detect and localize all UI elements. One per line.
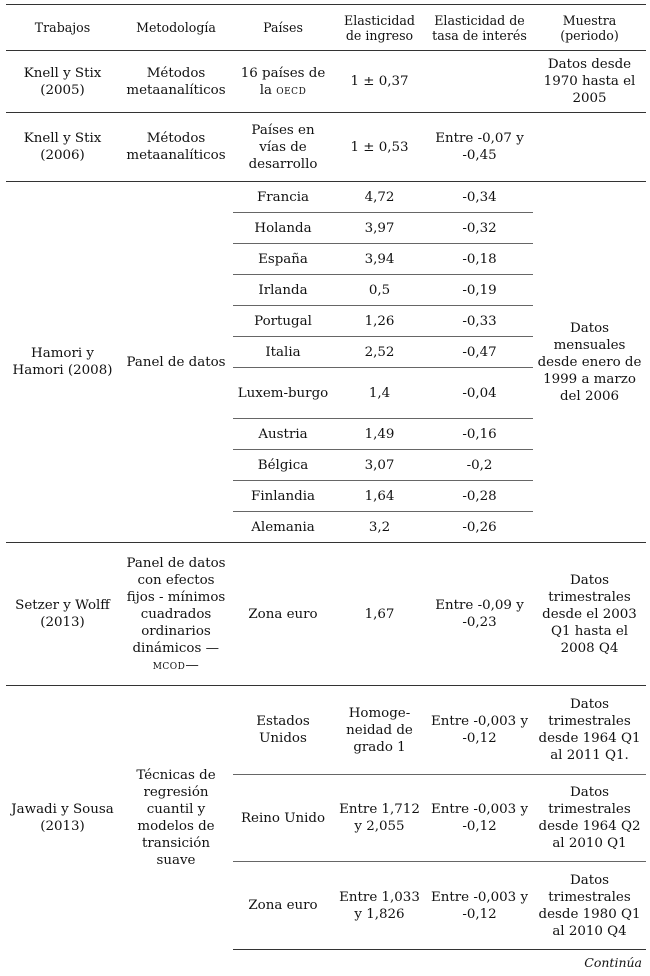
metodologia-cell: Métodos metaanalíticos [119,113,233,182]
ingreso-cell: 1,4 [333,368,426,419]
tasa-cell: -0,26 [426,512,533,543]
muestra-cell: Datos desde 1970 hasta el 2005 [533,51,646,113]
table-row [6,182,646,213]
pais-cell: Holanda [233,213,333,244]
table-row [6,51,646,113]
tasa-cell: Entre -0,07 y -0,45 [426,113,533,182]
tasa-cell: Entre -0,003 y -0,12 [426,862,533,950]
ingreso-cell: 1,49 [333,419,426,450]
metodologia-text: Panel de datos con efectos fijos - mínimos cuadrados ordinarios dinámicos [126,555,226,656]
header-elasticidad-tasa: Elasticidad de tasa de interés [426,5,533,51]
trabajo-cell: Hamori y Hamori (2008) [6,182,119,543]
ingreso-cell: 2,52 [333,337,426,368]
tasa-cell: -0,04 [426,368,533,419]
pais-cell: Zona euro [233,862,333,950]
pais-cell: Reino Unido [233,775,333,862]
ingreso-cell: 1,26 [333,306,426,337]
studies-table [6,4,646,950]
trabajo-cell: Knell y Stix (2005) [6,51,119,113]
header-row [6,5,646,51]
table-row [6,686,646,775]
muestra-cell: Datos trimestrales desde 1964 Q2 al 2010 Q1 [533,775,646,862]
tasa-cell: -0,34 [426,182,533,213]
header-muestra: Muestra (periodo) [533,5,646,51]
ingreso-cell: 1 ± 0,37 [333,51,426,113]
muestra-cell: Datos trimestrales desde el 2003 Q1 hasta el 2008 Q4 [533,543,646,686]
pais-cell: España [233,244,333,275]
pais-cell: Finlandia [233,481,333,512]
ingreso-cell: Entre 1,033 y 1,826 [333,862,426,950]
pais-text: 16 países de la [240,65,326,98]
tasa-cell: Entre -0,003 y -0,12 [426,686,533,775]
muestra-cell [533,113,646,182]
ingreso-cell: 4,72 [333,182,426,213]
continua-note: Continúa [584,955,642,970]
pais-cell: Alemania [233,512,333,543]
metodologia-cell: Panel de datos [119,182,233,543]
pais-cell: Italia [233,337,333,368]
pais-cell: Zona euro [233,543,333,686]
pais-cell: Bélgica [233,450,333,481]
trabajo-cell: Setzer y Wolff (2013) [6,543,119,686]
pais-cell: Portugal [233,306,333,337]
pais-cell: Estados Unidos [233,686,333,775]
header-metodologia: Metodología [119,5,233,51]
tasa-cell: -0,19 [426,275,533,306]
pais-cell: Francia [233,182,333,213]
ingreso-cell: 3,2 [333,512,426,543]
pais-cell: Irlanda [233,275,333,306]
tasa-cell: -0,2 [426,450,533,481]
ingreso-cell: 1,64 [333,481,426,512]
muestra-cell: Datos mensuales desde enero de 1999 a marzo del 2006 [533,182,646,543]
muestra-cell: Datos trimestrales desde 1980 Q1 al 2010 Q4 [533,862,646,950]
trabajo-cell: Knell y Stix (2006) [6,113,119,182]
ingreso-cell: 1 ± 0,53 [333,113,426,182]
ingreso-cell: 3,97 [333,213,426,244]
ingreso-cell: 3,07 [333,450,426,481]
tasa-cell: -0,32 [426,213,533,244]
tasa-cell: -0,18 [426,244,533,275]
pais-cell: Austria [233,419,333,450]
metodologia-cell: Métodos metaanalíticos [119,51,233,113]
tasa-cell: -0,47 [426,337,533,368]
pais-cell: Países en vías de desarrollo [233,113,333,182]
table-row [6,543,646,686]
muestra-cell: Datos trimestrales desde 1964 Q1 al 2011 Q1. [533,686,646,775]
header-paises: Países [233,5,333,51]
oecd-abbrev: oecd [276,82,307,98]
pais-cell [233,51,333,113]
ingreso-cell: Homoge-neidad de grado 1 [333,686,426,775]
mcod-abbrev: —mcod— [152,640,220,673]
ingreso-cell: 1,67 [333,543,426,686]
ingreso-cell: 3,94 [333,244,426,275]
header-trabajos: Trabajos [6,5,119,51]
pais-cell: Luxem-burgo [233,368,333,419]
metodologia-cell [119,543,233,686]
tasa-cell: -0,28 [426,481,533,512]
table-row [6,113,646,182]
ingreso-cell: 0,5 [333,275,426,306]
tasa-cell: Entre -0,003 y -0,12 [426,775,533,862]
tasa-cell: -0,16 [426,419,533,450]
tasa-cell [426,51,533,113]
tasa-cell: Entre -0,09 y -0,23 [426,543,533,686]
ingreso-cell: Entre 1,712 y 2,055 [333,775,426,862]
metodologia-cell: Técnicas de regresión cuantil y modelos de transición suave [119,686,233,950]
header-elasticidad-ingreso: Elasticidad de ingreso [333,5,426,51]
trabajo-cell: Jawadi y Sousa (2013) [6,686,119,950]
tasa-cell: -0,33 [426,306,533,337]
